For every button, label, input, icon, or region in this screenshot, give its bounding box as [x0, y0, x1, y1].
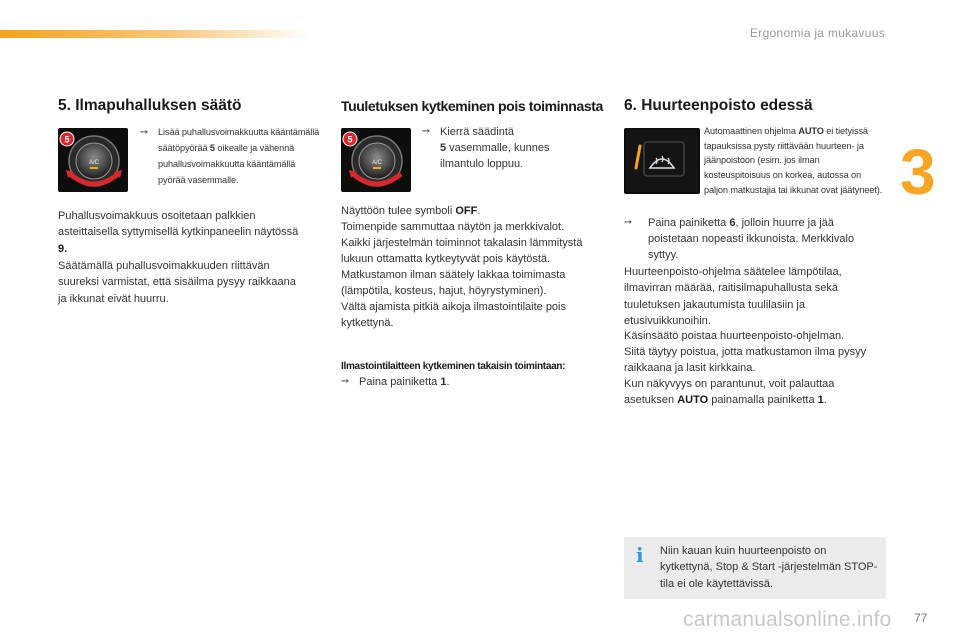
col2-bullet: ➙ Kierrä säädintä 5 vasemmalle, kunnes ilmantulo loppuu. [422, 126, 550, 170]
col3-paragraph-1: Huurteenpoisto-ohjelma säätelee lämpötilaa, ilmavirran määrää, raitisilmapuhallusta sekä tuuletuksen jakautumista tuulilasiin ja etusivuikkunoihin. [624, 266, 842, 327]
fan-knob-off-illustration [341, 128, 411, 192]
fan-knob-figure [58, 128, 128, 192]
fan-knob-illustration [58, 128, 128, 192]
col3-paragraph-4: Kun näkyvyys on parantunut, voit palauttaa asetuksen AUTO painamalla painiketta 1. [624, 378, 835, 407]
bullet-arrow-icon: ➙ [624, 217, 633, 228]
col2-heading: Tuuletuksen kytkeminen pois toiminnasta [341, 98, 603, 114]
col1-heading: 5. Ilmapuhalluksen säätö [58, 97, 242, 114]
bullet-arrow-icon: ➙ [341, 376, 350, 387]
col2-paragraph-5: Vältä ajamista pitkiä aikoja ilmastointilaite pois kytkettynä. [341, 301, 566, 330]
info-text: Niin kauan kuin huurteenpoisto on kytkettynä, Stop & Start -järjestelmän STOP-tila ei ole käytettävissä. [660, 545, 878, 590]
bullet-arrow-icon: ➙ [422, 126, 431, 137]
col2-paragraph-4: Matkustamon ilman säätely lakkaa toimimasta (lämpötila, kosteus, hajut, höyrystyminen). [341, 269, 566, 298]
bullet-arrow-icon: ➙ [140, 127, 149, 138]
col2-paragraph-3: Kaikki järjestelmän toiminnot takalasin lämmitystä lukuun ottamatta kytkeytyvät pois käytöstä. [341, 237, 583, 266]
knob-number: 5 [64, 134, 70, 145]
info-icon: i [636, 543, 644, 567]
col3-heading: 6. Huurteenpoisto edessä [624, 97, 813, 114]
col2-paragraph-1: Näyttöön tulee symboli OFF. [341, 205, 481, 217]
col1-bullet: ➙ Lisää puhallusvoimakkuutta kääntämällä säätöpyörää 5 oikealle ja vähennä puhallusvoimakkuutta kääntämällä pyörää vasemmalle. [140, 124, 322, 188]
col2-subheading: Ilmastointilaitteen kytkeminen takaisin toimintaan: [341, 361, 566, 372]
watermark: carmanualsonline.info [683, 608, 892, 631]
col3-bullet: ➙ Paina painiketta 6, jolloin huurre ja jää poistetaan nopeasti ikkunoista. Merkkivalo syttyy. [624, 217, 855, 261]
knob-number: 5 [347, 134, 353, 145]
col1-paragraph-a: Puhallusvoimakkuus osoitetaan palkkien asteittaisella syttymisellä kytkinpaneelin näytössä 9. [58, 210, 299, 255]
knob-label: A/C [88, 160, 100, 166]
col3-paragraph-2: Käsinsäätö poistaa huurteenpoisto-ohjelman. [624, 330, 845, 342]
col3-paragraph-3: Siitä täytyy poistua, jotta matkustamon ilma pysyy raikkaana ja lasit kirkkaina. [624, 346, 867, 375]
defrost-button-illustration [624, 128, 700, 194]
knob-label: A/C [371, 160, 383, 166]
section-title: Ergonomia ja mukavuus [749, 26, 885, 40]
col3-intro: Automaattinen ohjelma AUTO ei tietyissä tapauksissa pysty riittävään huurteen- ja jäänpoistoon (esim. jos ilman kosteuspitoisuus on korkea, autossa on paljon matkustajia tai ikkunat ovat jäätyneet). [704, 126, 883, 195]
info-box [624, 537, 886, 599]
col1-paragraph-b: Säätämällä puhallusvoimakkuuden riittävän suureksi varmistat, että sisäilma pysyy raikkaana ja ikkunat eivät huurru. [58, 260, 296, 305]
fan-knob-off-figure [341, 128, 411, 192]
page-number: 77 [914, 611, 928, 625]
defrost-button-figure [624, 128, 700, 194]
col2-bullet-2: ➙ Paina painiketta 1. [341, 376, 450, 388]
header-accent-bar [0, 30, 310, 38]
col2-paragraph-2: Toimenpide sammuttaa näytön ja merkkivalot. [341, 221, 565, 233]
chapter-number: 3 [900, 136, 936, 208]
